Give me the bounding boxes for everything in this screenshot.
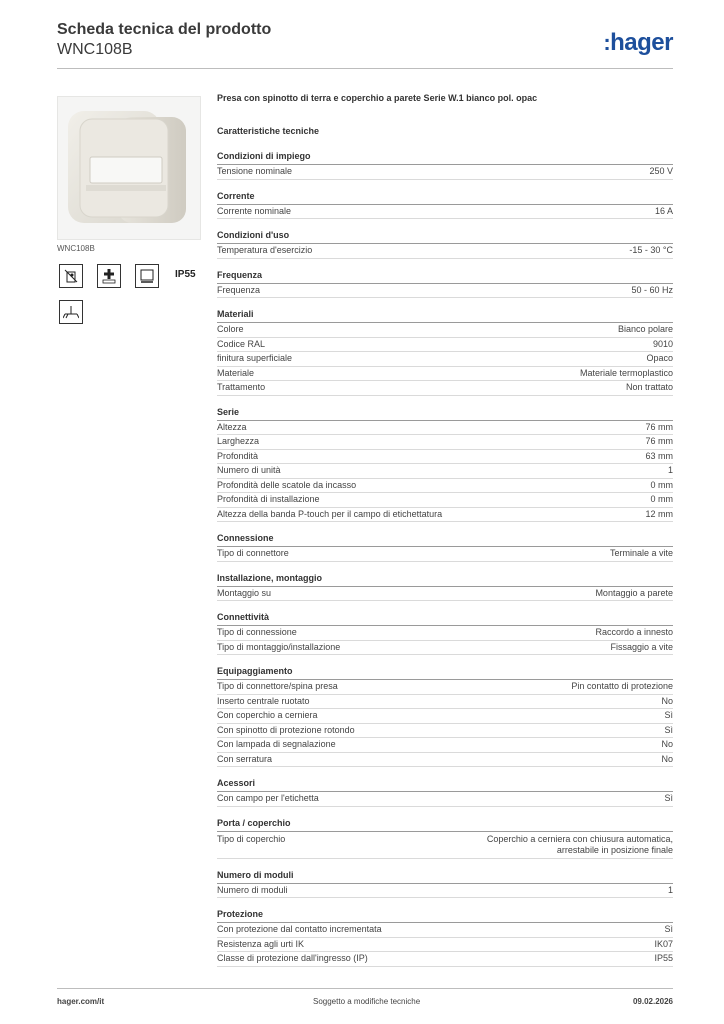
spec-value (618, 323, 673, 337)
spec-row (217, 493, 673, 508)
footer-divider (57, 988, 673, 989)
spec-row (217, 284, 673, 299)
features-heading: Caratteristiche tecniche (217, 126, 320, 136)
technical-content (217, 92, 673, 977)
spec-row (217, 938, 673, 953)
spec-label: Corrente nominale (217, 205, 292, 216)
spec-section (217, 777, 673, 807)
section-title: Porta / coperchio (217, 817, 673, 832)
spec-value (664, 709, 673, 723)
spec-label: finitura superficiale (217, 353, 293, 363)
spec-label: Colore (217, 324, 244, 334)
spec-value (610, 641, 673, 655)
ground-symbol-icon (59, 300, 83, 324)
spec-row (217, 680, 673, 695)
spec-label: Inserto centrale ruotato (217, 695, 310, 706)
section-title: Connettività (217, 611, 673, 626)
spec-section (217, 908, 673, 967)
spec-value (651, 479, 674, 493)
spec-value-line: Sì (664, 724, 673, 735)
spec-value-line: Sì (664, 924, 673, 934)
spec-value-line: Raccordo a innesto (595, 627, 673, 637)
spec-label: Larghezza (217, 436, 260, 446)
spec-value-line: IP55 (654, 953, 673, 963)
spec-section (217, 869, 673, 899)
spec-row (217, 323, 673, 338)
spec-value-line: 1 (667, 465, 673, 475)
product-description: Presa con spinotto di terra e coperchio a parete Serie W.1 bianco pol. opac (217, 93, 538, 103)
spec-value (668, 464, 673, 478)
spec-value (655, 205, 673, 219)
spec-label: Classe di protezione dall'ingresso (IP) (217, 953, 368, 963)
spec-label: Tipo di connettore/spina presa (217, 681, 338, 691)
spec-value (580, 367, 673, 381)
spec-value (668, 884, 673, 898)
section-title: Connessione (217, 532, 673, 547)
spec-value (645, 450, 673, 464)
spec-value (661, 753, 673, 767)
spec-label: Con campo per l'etichetta (217, 793, 319, 803)
section-title: Corrente (217, 190, 673, 205)
spec-row (217, 450, 673, 465)
protection-class-icon (97, 264, 121, 288)
footer-note: Soggetto a modifiche tecniche (313, 997, 421, 1006)
spec-value-line: 12 mm (645, 508, 673, 519)
spec-value-line: 76 mm (645, 421, 673, 432)
product-reference: WNC108B (57, 41, 133, 58)
spec-section (217, 572, 673, 602)
section-title: Numero di moduli (217, 869, 673, 884)
spec-row (217, 464, 673, 479)
spec-value (664, 724, 673, 738)
spec-section (217, 532, 673, 562)
spec-value (654, 938, 673, 952)
spec-value (651, 493, 674, 507)
spec-row (217, 832, 673, 859)
spec-row (217, 508, 673, 523)
spec-row (217, 738, 673, 753)
spec-value-line: Fissaggio a vite (610, 641, 673, 652)
spec-value (654, 952, 673, 966)
spec-row (217, 884, 673, 899)
spec-value-line: Pin contatto di protezione (571, 681, 673, 691)
spec-value-line: 63 mm (645, 450, 673, 461)
spec-value-line: No (661, 739, 673, 749)
spec-label: Montaggio su (217, 587, 272, 598)
spec-value-line: Materiale termoplastico (579, 367, 673, 378)
footer-date: 09.02.2026 (632, 997, 673, 1006)
spec-value (661, 695, 673, 709)
spec-value (649, 165, 673, 179)
spec-label: Tipo di connettore (217, 548, 289, 558)
spec-label: Tensione nominale (217, 166, 293, 176)
spec-value (595, 587, 673, 601)
spec-sections (217, 150, 673, 967)
spec-value (664, 792, 673, 806)
spec-label: Con lampada di segnalazione (217, 739, 336, 749)
spec-row (217, 244, 673, 259)
spec-section (217, 308, 673, 396)
spec-value (645, 435, 673, 449)
spec-label: Profondità (217, 450, 259, 461)
page-header (57, 20, 673, 70)
spec-row (217, 626, 673, 641)
spec-label: Materiale (217, 367, 255, 378)
spec-value-line: 9010 (652, 338, 673, 349)
spec-value-line: -15 - 30 °C (629, 245, 673, 255)
section-title: Installazione, montaggio (217, 572, 673, 587)
spec-value (645, 421, 673, 435)
spec-section (217, 665, 673, 767)
spec-row (217, 753, 673, 768)
spec-section (217, 150, 673, 180)
spec-value-line: Opaco (646, 353, 673, 363)
spec-value (487, 834, 673, 856)
section-title: Materiali (217, 308, 673, 323)
spec-row (217, 695, 673, 710)
spec-value-line: Terminale a vite (609, 548, 673, 558)
spec-section (217, 817, 673, 859)
spec-label: Frequenza (217, 284, 261, 295)
spec-row (217, 352, 673, 367)
spec-row (217, 709, 673, 724)
spec-value (645, 508, 673, 522)
spec-row (217, 421, 673, 436)
header-divider (57, 68, 673, 69)
footer-website-link[interactable]: hager.com/it (57, 997, 105, 1006)
product-image (57, 96, 201, 240)
spec-value-line: Sì (664, 710, 673, 720)
spec-value (610, 547, 673, 561)
spec-value-line: Bianco polare (617, 324, 673, 334)
spec-value-line: Sì (664, 793, 673, 803)
spec-row (217, 367, 673, 382)
section-title: Frequenza (217, 269, 673, 284)
spec-label: Profondità delle scatole da incasso (217, 479, 357, 490)
spec-row (217, 587, 673, 602)
spec-value-line: 0 mm (650, 494, 673, 504)
page-title: Scheda tecnica del prodotto (57, 21, 272, 38)
spec-value-line: 50 - 60 Hz (631, 284, 673, 295)
spec-value (664, 923, 673, 937)
spec-value-line: Montaggio a parete (595, 587, 673, 598)
no-disposal-icon (59, 264, 83, 288)
spec-value-line: No (661, 695, 673, 706)
spec-label: Resistenza agli urti IK (217, 938, 305, 949)
spec-label: Profondità di installazione (217, 494, 320, 504)
spec-section (217, 611, 673, 655)
hager-logo[interactable]: :hager (603, 29, 673, 56)
spec-row (217, 641, 673, 656)
spec-row (217, 205, 673, 220)
spec-value-line: Non trattato (625, 382, 673, 392)
section-title: Condizioni di impiego (217, 150, 673, 165)
spec-value (626, 381, 673, 395)
spec-value (571, 680, 673, 694)
spec-label: Tipo di coperchio (217, 833, 286, 844)
spec-value-line: 250 V (649, 166, 673, 176)
spec-section (217, 269, 673, 299)
spec-row (217, 923, 673, 938)
section-title: Serie (217, 406, 673, 421)
ip-rating-label: IP55 (175, 269, 196, 280)
spec-row (217, 952, 673, 967)
spec-row (217, 479, 673, 494)
spec-value (595, 626, 673, 640)
spec-section (217, 406, 673, 523)
section-title: Condizioni d'uso (217, 229, 673, 244)
spec-value (629, 244, 673, 258)
spec-row (217, 724, 673, 739)
spec-section (217, 190, 673, 220)
spec-row (217, 792, 673, 807)
spec-label: Numero di moduli (217, 884, 288, 895)
spec-row (217, 381, 673, 396)
section-title: Protezione (217, 908, 673, 923)
surface-mount-icon (135, 264, 159, 288)
spec-label: Numero di unità (217, 465, 281, 475)
spec-label: Con spinotto di protezione rotondo (217, 724, 355, 735)
spec-value (631, 284, 673, 298)
spec-value-line: 16 A (654, 205, 673, 216)
spec-row (217, 435, 673, 450)
spec-value-line: 0 mm (650, 479, 673, 490)
spec-value-line: No (661, 753, 673, 764)
spec-label: Tipo di connessione (217, 627, 297, 637)
spec-label: Con serratura (217, 753, 273, 764)
spec-label: Temperatura d'esercizio (217, 245, 313, 255)
product-code: WNC108B (57, 244, 95, 253)
spec-value-line: 1 (667, 884, 673, 895)
spec-row (217, 165, 673, 180)
spec-label: Trattamento (217, 382, 266, 392)
section-title: Equipaggiamento (217, 665, 673, 680)
spec-value-line: IK07 (654, 938, 673, 949)
spec-section (217, 229, 673, 259)
spec-value (653, 338, 673, 352)
spec-label: Con protezione dal contatto incrementata (217, 924, 382, 934)
spec-value-line: Coperchio a cerniera con chiusura automatica, (486, 833, 673, 844)
spec-row (217, 547, 673, 562)
spec-value-line: 76 mm (645, 436, 673, 446)
spec-row (217, 338, 673, 353)
spec-value-line: arrestabile in posizione finale (556, 844, 673, 855)
spec-label: Con coperchio a cerniera (217, 710, 318, 720)
spec-label: Codice RAL (217, 338, 266, 349)
spec-value (646, 352, 673, 366)
spec-label: Altezza (217, 421, 247, 432)
spec-value (661, 738, 673, 752)
spec-label: Altezza della banda P-touch per il campo di etichettatura (217, 508, 443, 519)
spec-label: Tipo di montaggio/installazione (217, 641, 341, 652)
section-title: Acessori (217, 777, 673, 792)
